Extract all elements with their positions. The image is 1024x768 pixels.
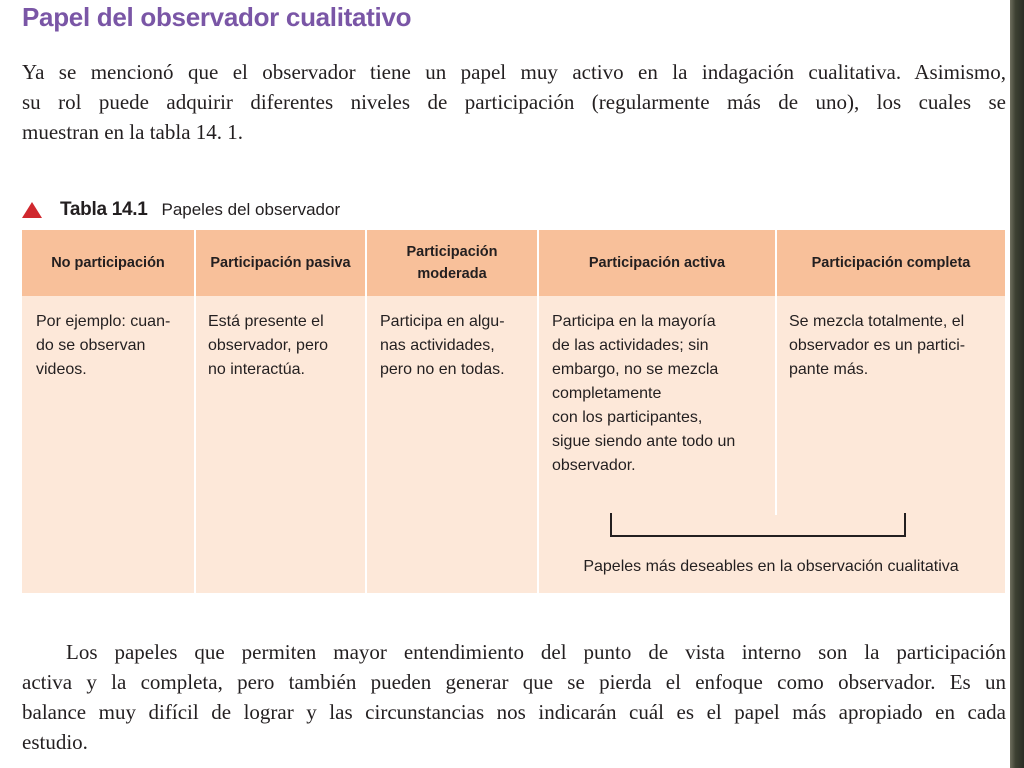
column-header-participacion-pasiva [196, 230, 365, 296]
column-header-line: Participación [406, 244, 498, 260]
table-caption-title: Papeles del observador [161, 200, 341, 219]
triangle-marker-icon [22, 202, 42, 218]
closing-line: Los papeles que permiten mayor entendimiento del punto de vista interno son la participación [66, 640, 1006, 664]
cell-line: sigue siendo ante todo un [552, 433, 736, 450]
column-header-participacion-activa [539, 230, 775, 296]
table-caption-label: Tabla 14.1 [60, 199, 148, 220]
table-cell-participacion-moderada [380, 310, 536, 382]
closing-paragraph [22, 637, 1006, 757]
cell-line: do se observan [36, 337, 146, 354]
cell-line: pero no en todas. [380, 361, 505, 378]
cell-line: Se mezcla totalmente, el [789, 313, 965, 330]
cell-line: con los participantes, [552, 409, 703, 426]
intro-paragraph [22, 57, 1006, 147]
column-header-no-participacion [22, 230, 194, 296]
cell-line: Está presente el [208, 313, 324, 330]
table-cell-participacion-activa [552, 310, 774, 478]
intro-line: Ya se mencionó que el observador tiene un papel muy activo en la indagación cualitativa. Asimismo, [22, 60, 1006, 84]
column-header-line: Participación activa [588, 255, 726, 271]
column-header-participacion-completa [777, 230, 1005, 296]
cell-line: Por ejemplo: cuan- [36, 313, 171, 330]
table-caption [22, 197, 340, 223]
cell-line: embargo, no se mezcla [552, 361, 719, 378]
page-edge-strip [1010, 0, 1024, 768]
closing-line: estudio. [22, 730, 88, 754]
desirable-roles-bracket [610, 513, 906, 537]
table-cell-participacion-completa [789, 310, 1003, 382]
cell-line: observador, pero [208, 337, 329, 354]
cell-line: observador es un partici- [789, 337, 966, 354]
column-header-line: Participación completa [811, 255, 971, 271]
cell-line: Participa en la mayoría [552, 313, 716, 330]
column-header-line: moderada [417, 266, 487, 282]
cell-line: completamente [552, 385, 662, 402]
closing-line: balance muy difícil de lograr y las circunstancias nos indicarán cuál es el papel más apropiado en cada [22, 700, 1006, 724]
cell-line: videos. [36, 361, 87, 378]
column-header-participacion-moderada [367, 230, 537, 296]
intro-line: muestran en la tabla 14. 1. [22, 120, 244, 144]
cell-line: nas actividades, [380, 337, 495, 354]
column-header-line: No participación [51, 255, 165, 271]
cell-line: pante más. [789, 361, 869, 378]
table-cell-participacion-pasiva [208, 310, 364, 382]
desirable-roles-label: Papeles más deseables en la observación cualitativa [583, 558, 959, 575]
observer-roles-table [22, 230, 1005, 593]
cell-line: no interactúa. [208, 361, 305, 378]
cell-line: de las actividades; sin [552, 337, 709, 354]
column-header-line: Participación pasiva [210, 255, 351, 271]
cell-line: Participa en algu- [380, 313, 505, 330]
section-heading: Papel del observador cualitativo [22, 2, 412, 32]
intro-line: su rol puede adquirir diferentes niveles de participación (regularmente más de uno), los cuales se [22, 90, 1006, 114]
cell-line: observador. [552, 457, 636, 474]
closing-line: activa y la completa, pero también pueden generar que se pierda el enfoque como observador. Es un [22, 670, 1006, 694]
table-cell-no-participacion [36, 310, 192, 382]
